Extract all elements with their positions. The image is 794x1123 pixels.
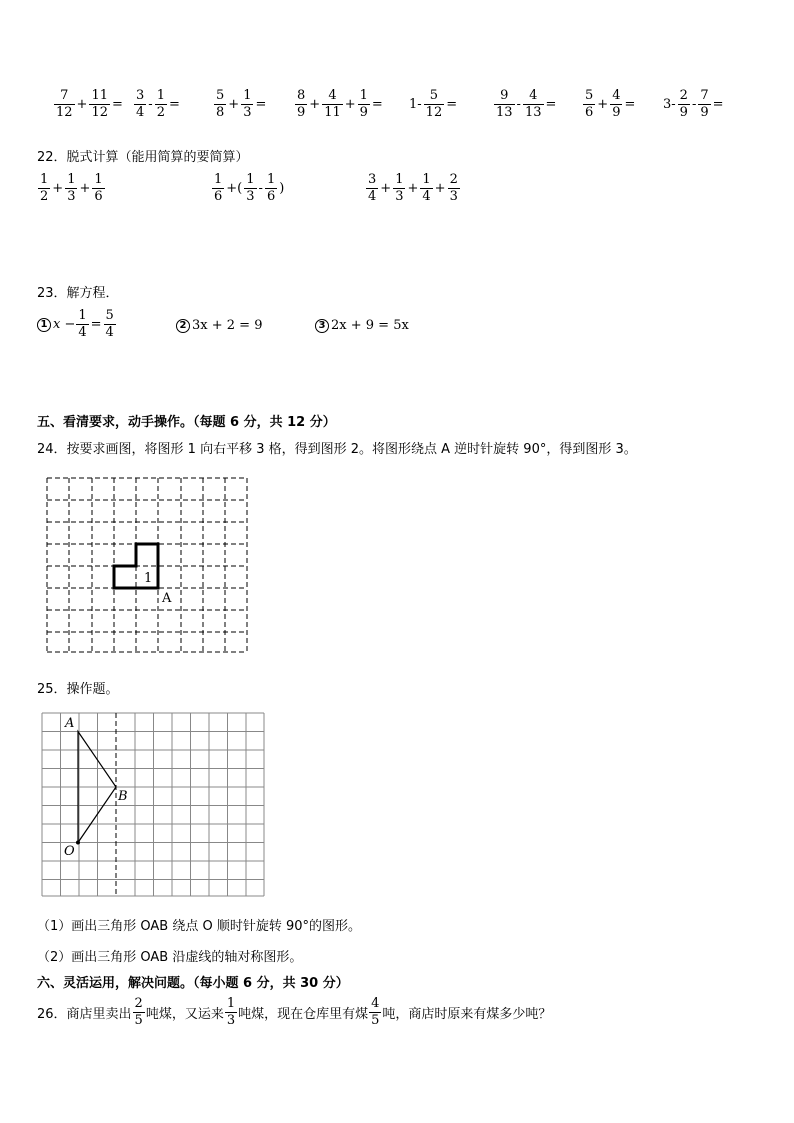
circled-number: 3 bbox=[315, 319, 329, 333]
calc-1: $\frac{7}{12}$ + $\frac{11}{12}$ = bbox=[56, 88, 123, 120]
q25-subquestion-2: （2）画出三角形 OAB 沿虚线的轴对称图形。 bbox=[37, 950, 303, 965]
fraction: $\frac{11}{12}$ bbox=[91, 88, 108, 120]
q23-equation-3: 3 2x + 9 = 5x bbox=[315, 318, 409, 333]
q22-expression-1: $\frac{1}{2}$ + $\frac{1}{3}$ + $\frac{1}{6}$ bbox=[40, 172, 103, 204]
calc-4: $\frac{8}{9}$ + $\frac{4}{11}$ + $\frac{1}{9}$ = bbox=[297, 88, 383, 120]
fraction: $\frac{7}{12}$ bbox=[56, 88, 73, 120]
calc-5: 1- $\frac{5}{12}$ = bbox=[409, 88, 458, 120]
question-24-text: 24．按要求画图，将图形 1 向右平移 3 格，得到图形 2。将图形绕点 A 逆时针旋转 90°，得到图形 3。 bbox=[37, 442, 637, 457]
question-23-title: 23．解方程． bbox=[37, 286, 119, 301]
calc-3: $\frac{5}{8}$ + $\frac{1}{3}$ = bbox=[216, 88, 267, 120]
calc-6: $\frac{9}{13}$ - $\frac{4}{13}$ = bbox=[496, 88, 557, 120]
q23-equation-1: 1 x − $\frac{1}{4}$ = $\frac{5}{4}$ bbox=[37, 308, 117, 341]
q25-grid-figure bbox=[40, 710, 268, 900]
question-26: 26．商店里卖出 $\frac{2}{5}$ 吨煤，又运来 $\frac{1}{3}$ 吨煤，现在仓库里有煤 $\frac{4}{5}$ 吨，商店时原来有煤多少吨？ bbox=[37, 996, 552, 1028]
solid-grid-lines bbox=[42, 713, 264, 896]
dashed-grid-lines bbox=[47, 478, 247, 652]
circled-number: 2 bbox=[176, 319, 190, 333]
calc-8: 3- $\frac{2}{9}$ - $\frac{7}{9}$ = bbox=[663, 88, 724, 120]
q22-expression-3: $\frac{3}{4}$ + $\frac{1}{3}$ + $\frac{1}{4}$ + $\frac{2}{3}$ bbox=[368, 172, 458, 204]
point-a-label: A bbox=[65, 716, 75, 731]
circled-number: 1 bbox=[37, 318, 51, 332]
section-5-heading: 五、看清要求，动手操作。（每题 6 分，共 12 分） bbox=[37, 415, 336, 430]
q24-grid-figure bbox=[44, 475, 250, 655]
point-o-label: O bbox=[64, 844, 75, 859]
q25-subquestion-1: （1）画出三角形 OAB 绕点 O 顺时针旋转 90°的图形。 bbox=[37, 919, 362, 934]
section-6-heading: 六、灵活运用，解决问题。（每小题 6 分，共 30 分） bbox=[37, 976, 349, 991]
q22-expression-2: $\frac{1}{6}$ +( $\frac{1}{3}$ - $\frac{1}{6}$ ) bbox=[214, 172, 285, 204]
point-a-label: A bbox=[162, 591, 172, 606]
calc-7: $\frac{5}{6}$ + $\frac{4}{9}$ = bbox=[585, 88, 636, 120]
point-b-label: B bbox=[118, 789, 128, 804]
calc-2: $\frac{3}{4}$ - $\frac{1}{2}$ = bbox=[136, 88, 180, 120]
question-22-title: 22．脱式计算（能用简算的要简算） bbox=[37, 150, 249, 165]
figure-1-label: 1 bbox=[144, 571, 153, 586]
point-o bbox=[76, 841, 80, 845]
question-25-title: 25．操作题。 bbox=[37, 682, 119, 697]
q23-equation-2: 2 3x + 2 = 9 bbox=[176, 318, 262, 333]
